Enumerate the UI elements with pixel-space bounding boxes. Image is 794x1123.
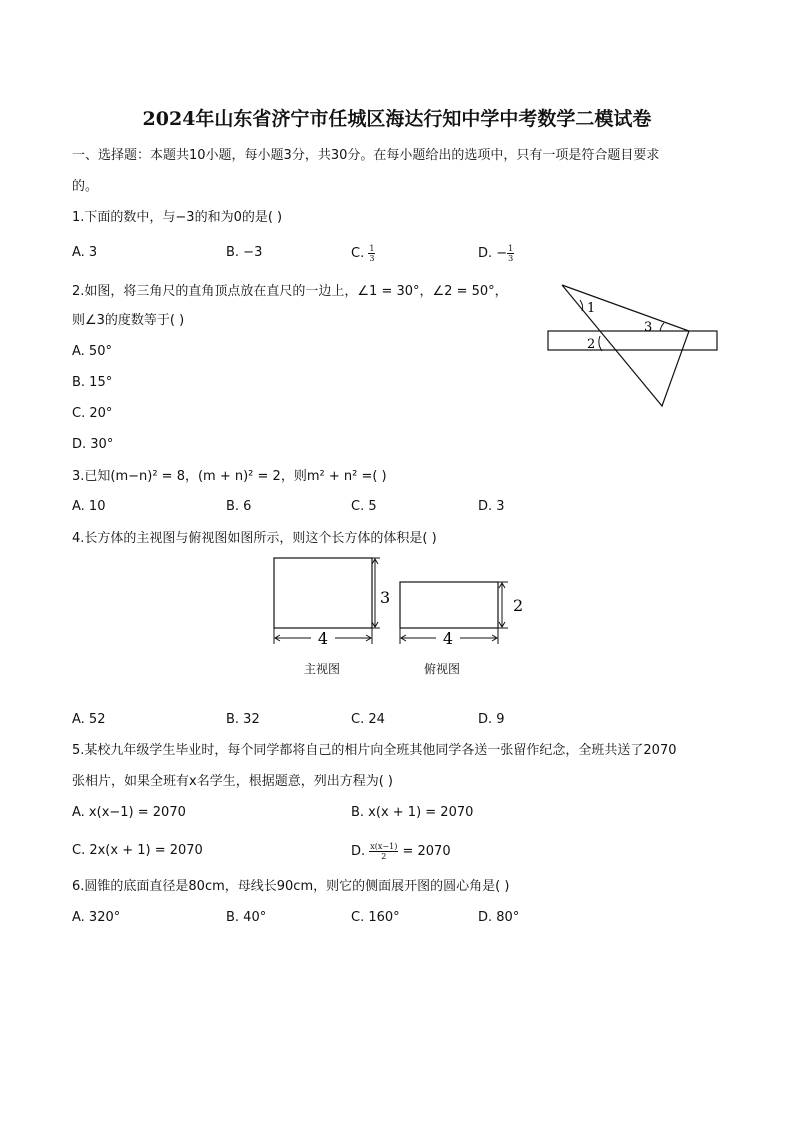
q2-option-a: A. 50° [72,344,112,359]
q6-option-c: C. 160° [351,910,400,925]
q3-option-c: C. 5 [351,499,377,514]
q2-option-d: D. 30° [72,437,114,452]
angle-1-arc [580,300,583,311]
q4-option-a: A. 52 [72,712,106,727]
top-view-caption: 俯视图 [424,662,461,676]
q5-option-b: B. x(x + 1) = 2070 [351,805,474,820]
front-view-width-label: 4 [317,629,329,647]
q4-option-c: C. 24 [351,712,385,727]
q1-option-c-letter: C. [351,246,369,261]
top-view-height-label: 2 [513,596,524,615]
front-view-rect [274,558,372,628]
section-instructions-line2: 的。 [72,179,99,194]
q2-option-c: C. 20° [72,406,113,421]
front-view-caption: 主视图 [304,662,341,676]
page-title: 2024年山东省济宁市任城区海达行知中学中考数学二模试卷 [142,108,652,130]
q6-option-a: A. 320° [72,910,121,925]
angle-1-label: 1 [587,301,596,316]
q1-option-a: A. 3 [72,245,98,260]
question-2-line2: 则∠3的度数等于( ) [72,313,185,328]
q5-option-d: D. $\frac{x(x-1)}{2}$ = 2070 [351,842,451,861]
top-view-rect [400,582,498,628]
q2-option-b: B. 15° [72,375,113,390]
q1-option-d-fraction: $\frac{1}{3}$ [508,244,514,263]
q4-views-figure [268,552,528,647]
q1-option-d [478,244,514,263]
question-2-line1: 2.如图，将三角尺的直角顶点放在直尺的一边上，∠1 = 30°，∠2 = 50°， [72,284,508,299]
q1-option-b: B. −3 [226,245,263,260]
question-3-text: 3.已知(m−n)² = 8，(m + n)² = 2，则m² + n² =( ) [72,469,387,484]
q2-triangle-ruler-figure [540,278,730,413]
front-view-height-label: 3 [380,588,391,607]
question-1-text: 1.下面的数中，与−3的和为0的是( ) [72,210,283,225]
q1-option-c [351,244,375,263]
q5-option-d-letter: D. [351,844,370,859]
q6-option-d: D. 80° [478,910,520,925]
q5-option-c: C. 2x(x + 1) = 2070 [72,843,203,858]
q5-option-a: A. x(x−1) = 2070 [72,805,186,820]
question-5-line1: 5.某校九年级学生毕业时，每个同学都将自己的相片向全班其他同学各送一张留作纪念，全班共送了2070 [72,743,677,758]
q3-option-b: B. 6 [226,499,252,514]
section-instructions-line1: 一、选择题：本题共10小题，每小题3分，共30分。在每小题给出的选项中，只有一项是符合题目要求 [72,148,660,163]
q6-option-b: B. 40° [226,910,267,925]
question-4-text: 4.长方体的主视图与俯视图如图所示，则这个长方体的体积是( ) [72,531,437,546]
question-6-text: 6.圆锥的底面直径是80cm，母线长90cm，则它的侧面展开图的圆心角是( ) [72,879,510,894]
q1-option-d-letter: D. − [478,246,508,261]
triangle-outline [562,285,689,406]
q3-option-d: D. 3 [478,499,505,514]
angle-3-label: 3 [644,320,653,335]
q5-option-d-fraction: $\frac{x(x-1)}{2}$ [370,842,398,861]
q4-option-b: B. 32 [226,712,260,727]
q4-option-d: D. 9 [478,712,505,727]
angle-3-arc [660,323,664,331]
top-view-width-label: 4 [442,629,454,647]
angle-2-arc [599,336,602,351]
ruler-rect [548,331,717,350]
q1-option-c-fraction: $\frac{1}{3}$ [369,244,375,263]
angle-2-label: 2 [587,337,596,352]
question-5-line2: 张相片，如果全班有x名学生，根据题意，列出方程为( ) [72,774,393,789]
q3-option-a: A. 10 [72,499,106,514]
